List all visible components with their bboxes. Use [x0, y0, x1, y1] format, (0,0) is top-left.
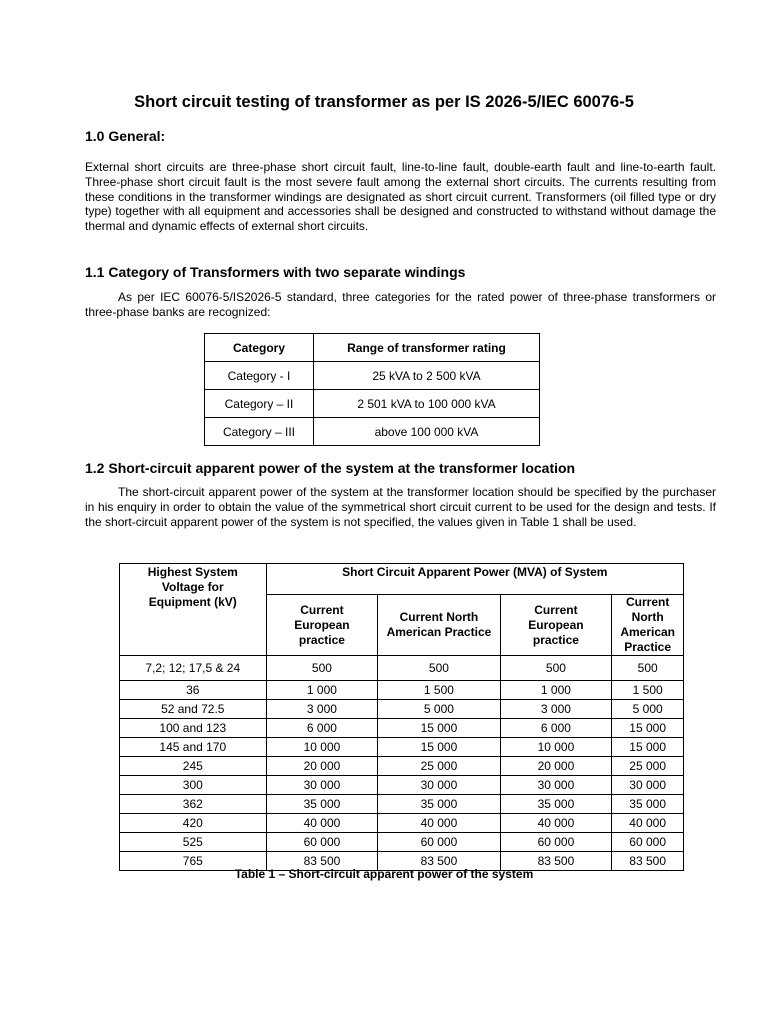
value-cell: 10 000	[500, 738, 612, 757]
table-row	[205, 362, 540, 390]
power-table	[119, 563, 684, 871]
value-cell: 15 000	[378, 738, 500, 757]
table-row	[120, 656, 684, 681]
value-cell: 30 000	[266, 776, 378, 795]
subheader-cell: Current North American Practice	[378, 595, 500, 656]
voltage-cell: 145 and 170	[120, 738, 267, 757]
value-cell: 1 000	[500, 681, 612, 700]
table-row	[205, 418, 540, 446]
table-row	[120, 681, 684, 700]
table-row	[120, 795, 684, 814]
voltage-cell: 245	[120, 757, 267, 776]
voltage-cell: 420	[120, 814, 267, 833]
value-cell: 10 000	[266, 738, 378, 757]
value-cell: 60 000	[266, 833, 378, 852]
section-category-heading: 1.1 Category of Transformers with two separate windings	[85, 264, 466, 280]
rating-header-cell: Range of transformer rating	[314, 334, 540, 362]
value-cell: 1 500	[612, 681, 684, 700]
value-cell: 35 000	[378, 795, 500, 814]
table-row	[120, 719, 684, 738]
category-cell: Category - I	[205, 362, 314, 390]
value-cell: 500	[378, 656, 500, 681]
power-table-header-row	[120, 564, 684, 595]
section-power-heading: 1.2 Short-circuit apparent power of the system at the transformer location	[85, 460, 576, 476]
value-cell: 60 000	[612, 833, 684, 852]
power-group-header-cell: Short Circuit Apparent Power (MVA) of System	[266, 564, 683, 595]
value-cell: 15 000	[378, 719, 500, 738]
table-row	[120, 738, 684, 757]
rating-cell: above 100 000 kVA	[314, 418, 540, 446]
value-cell: 3 000	[500, 700, 612, 719]
value-cell: 60 000	[378, 833, 500, 852]
table-row	[120, 757, 684, 776]
value-cell: 20 000	[500, 757, 612, 776]
value-cell: 83 500	[500, 852, 612, 871]
table-row	[120, 814, 684, 833]
value-cell: 25 000	[612, 757, 684, 776]
value-cell: 15 000	[612, 719, 684, 738]
value-cell: 5 000	[612, 700, 684, 719]
table-row	[120, 700, 684, 719]
voltage-cell: 362	[120, 795, 267, 814]
section-power-paragraph: The short-circuit apparent power of the system at the transformer location should be specified by the purchaser in his enquiry in order to obtain the value of the symmetrical short circuit current to be used for the design and tests. If the short-circuit apparent power of the system is not specified, the values given in Table 1 shall be used.	[85, 485, 716, 529]
value-cell: 30 000	[500, 776, 612, 795]
value-cell: 6 000	[500, 719, 612, 738]
category-cell: Category – III	[205, 418, 314, 446]
value-cell: 83 500	[378, 852, 500, 871]
rating-cell: 25 kVA to 2 500 kVA	[314, 362, 540, 390]
voltage-cell: 100 and 123	[120, 719, 267, 738]
value-cell: 3 000	[266, 700, 378, 719]
value-cell: 20 000	[266, 757, 378, 776]
category-header-cell: Category	[205, 334, 314, 362]
value-cell: 83 500	[612, 852, 684, 871]
rating-cell: 2 501 kVA to 100 000 kVA	[314, 390, 540, 418]
voltage-cell: 300	[120, 776, 267, 795]
subheader-cell: Current European practice	[266, 595, 378, 656]
category-cell: Category – II	[205, 390, 314, 418]
category-table	[204, 333, 540, 446]
value-cell: 35 000	[612, 795, 684, 814]
table-caption: Table 1 – Short-circuit apparent power of the system	[234, 867, 534, 881]
value-cell: 60 000	[500, 833, 612, 852]
value-cell: 30 000	[612, 776, 684, 795]
value-cell: 5 000	[378, 700, 500, 719]
subheader-cell: Current European practice	[500, 595, 612, 656]
value-cell: 40 000	[378, 814, 500, 833]
value-cell: 35 000	[500, 795, 612, 814]
category-table-header	[205, 334, 540, 362]
value-cell: 35 000	[266, 795, 378, 814]
value-cell: 1 000	[266, 681, 378, 700]
value-cell: 83 500	[266, 852, 378, 871]
voltage-cell: 36	[120, 681, 267, 700]
value-cell: 500	[500, 656, 612, 681]
section-general-heading: 1.0 General:	[85, 128, 166, 144]
section-general-paragraph: External short circuits are three-phase short circuit fault, line-to-line fault, double-earth fault and line-to-earth fault. Three-phase short circuit fault is the most severe fault among the external short circuits. The currents resulting from these conditions in the transformer windings are designated as short circuit current. Transformers (oil filled type or dry type) together with all equipment and accessories shall be designed and constructed to withstand without damage the thermal and dynamic effects of external short circuits.	[85, 160, 716, 234]
table-row	[120, 833, 684, 852]
value-cell: 40 000	[500, 814, 612, 833]
voltage-cell: 765	[120, 852, 267, 871]
table-row	[205, 390, 540, 418]
value-cell: 40 000	[612, 814, 684, 833]
voltage-header-cell: Highest System Voltage for Equipment (kV)	[120, 564, 267, 656]
value-cell: 15 000	[612, 738, 684, 757]
value-cell: 6 000	[266, 719, 378, 738]
document-title: Short circuit testing of transformer as per IS 2026-5/IEC 60076-5	[134, 93, 634, 111]
value-cell: 500	[612, 656, 684, 681]
value-cell: 40 000	[266, 814, 378, 833]
voltage-cell: 52 and 72.5	[120, 700, 267, 719]
value-cell: 1 500	[378, 681, 500, 700]
value-cell: 25 000	[378, 757, 500, 776]
table-row	[120, 776, 684, 795]
value-cell: 500	[266, 656, 378, 681]
voltage-cell: 7,2; 12; 17,5 & 24	[120, 656, 267, 681]
subheader-cell: Current North American Practice	[612, 595, 684, 656]
value-cell: 30 000	[378, 776, 500, 795]
section-category-paragraph: As per IEC 60076-5/IS2026-5 standard, three categories for the rated power of three-phase transformers or three-phase banks are recognized:	[85, 290, 716, 319]
voltage-cell: 525	[120, 833, 267, 852]
